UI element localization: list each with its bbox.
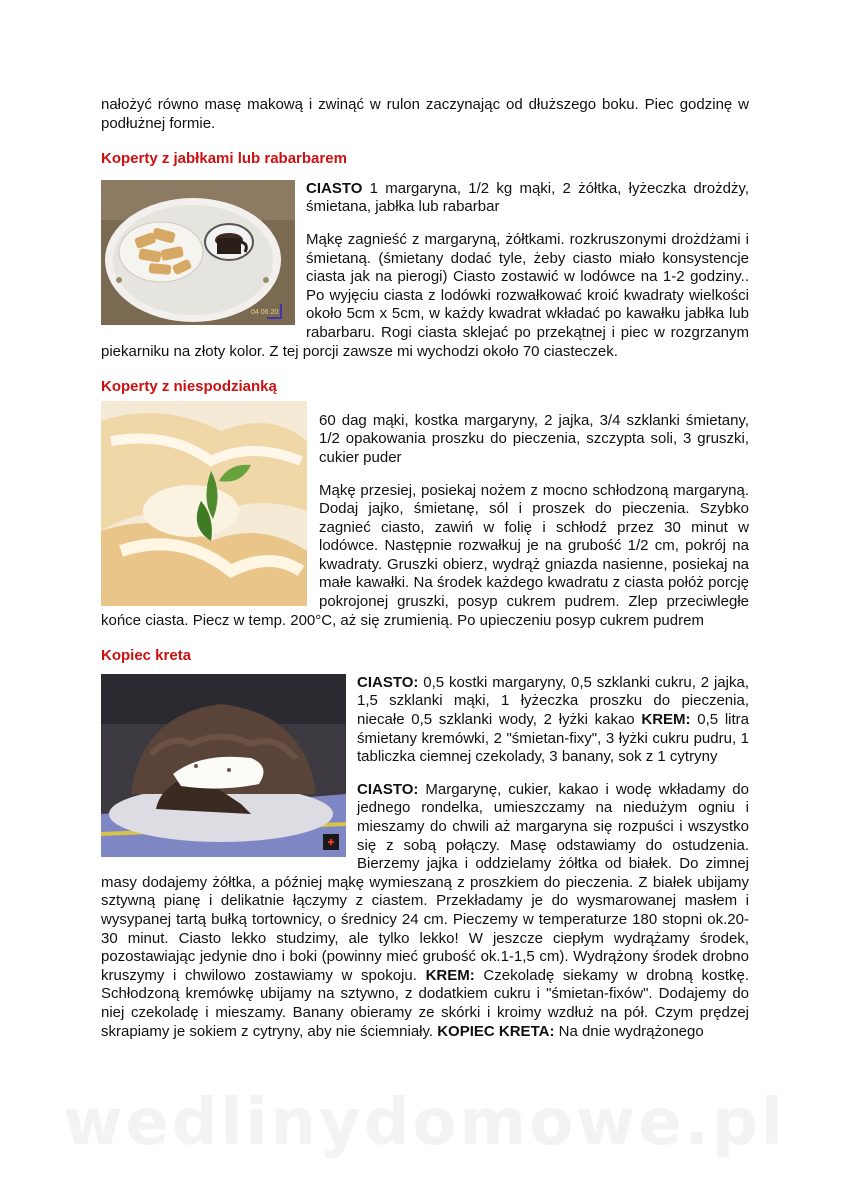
recipe3-method-label-krem: KREM:: [425, 966, 475, 984]
recipe3-method-label-kopiec: KOPIEC KRETA:: [437, 1022, 555, 1040]
photo-date-stamp: 04 06 20: [251, 308, 279, 316]
recipe3-method-text-kopiec: Na dnie wydrążonego: [554, 1022, 704, 1040]
recipe3-ing-label-ciasto: CIASTO:: [357, 673, 419, 691]
recipe2-ingredients: 60 dag mąki, kostka margaryny, 2 jajka, 3/4 szklanki śmietany, 1/2 opakowania proszku do pieczenia, szczypta soli, 3 gruszki, cukier puder: [319, 411, 749, 466]
intro-paragraph: nałożyć równo masę makową i zwinąć w rulon zaczynając od dłuższego boku. Piec godzinę w podłużnej formie.: [101, 96, 749, 132]
recipe1-ingredients-label: CIASTO: [306, 179, 363, 197]
recipe-title-kopiec-kreta: Kopiec kreta: [101, 647, 192, 665]
photo-mole-hill-cake: [101, 674, 346, 857]
document-page: [101, 96, 749, 1041]
recipe3-ing-text-ciasto: 0,5 kostki margaryny, 0,5 szklanki cukru, 2 jajka, 1,5 szklanki mąki, 1 łyżeczka proszku do pieczenia, niecałe 0,5 szklanki wody, 2 łyżki kakao: [357, 673, 749, 729]
recipe3-ing-label-krem: KREM:: [641, 711, 691, 729]
recipe-title-koperty-jablka: Koperty z jabłkami lub rabarbarem: [101, 150, 347, 168]
recipe2-method: Mąkę przesiej, posiekaj nożem z mocno schłodzoną margaryną. Dodaj jajko, śmietanę, sól i proszek do pieczenia. Szybko zagnieć ciasto, zawiń w folię i schłodź przez 30 minut w lodówce. Następnie rozwałkuj je na grubość 1/2 cm, pokrój na kwadraty. Gruszki obierz, wydrąż gniazda nasienne, posiekaj na małe kawałki. Na środek każdego kwadratu z ciasta połóż porcję pokrojonej gruszki, posyp cukrem pudrem. Zlep przeciwległe końce ciasta. Piecz w temp. 200°C, aż się zrumienią. Po upieczeniu posyp cukrem pudrem: [101, 481, 749, 629]
recipe-title-koperty-niespodzianka: Koperty z niespodzianką: [101, 378, 277, 396]
photo-pastry-envelopes: [101, 401, 307, 606]
watermark: wedlinydomowe.pl: [63, 1086, 786, 1160]
recipe1-ingredients-text: 1 margaryna, 1/2 kg mąki, 2 żółtka, łyżeczka drożdży, śmietana, jabłka lub rabarbar: [306, 179, 749, 216]
photo-cookies-coffee: [101, 180, 295, 325]
recipe3-method-text-krem: Czekoladę siekamy w drobną kostkę. Schłodzoną kremówkę ubijamy na sztywno, z dodatkiem cukru i "śmietan-fixów". Dodajemy do niej czekoladę i mieszamy. Banany obieramy ze skórki i kroimy wzdłuż na pół. Czym prędzej skrapiamy je sokiem z cytryny, aby nie ściemniały.: [101, 966, 749, 1040]
recipe1-method: Mąkę zagnieść z margaryną, żółtkami. rozkruszonymi drożdżami i śmietaną. (śmietany dodać tyle, żeby ciasto miało konsystencje ciasta jak na pierogi) Ciasto zostawić w lodówce na 1-2 godziny.. Po wyjęciu ciasta z lodówki rozwałkować kroić kwadraty wielkości około 5cm x 5cm, w każdy kwadrat wkładać po kawałku jabłka lub rabarbaru. Rogi ciasta sklejać po przekątnej i piec w rozgrzanym piekarniku na złoty kolor. Z tej porcji zawsze mi wychodzi około 70 ciasteczek.: [101, 230, 749, 360]
recipe3-ing-text-krem: 0,5 litra śmietany kremówki, 2 "śmietan-fixy", 3 łyżki cukru pudru, 1 tabliczka ciemnej czekolady, 3 banany, sok z 1 cytryny: [357, 711, 750, 766]
recipe3-method-text-ciasto: Margarynę, cukier, kakao i wodę wkładamy do jednego rondelka, umieszczamy na niedużym ogniu i mieszamy do chwili aż margaryna się rozpuści i wszystko się z sobą połączy. Masę odstawiamy do ostudzenia. Bierzemy jajka i oddzielamy żółtka od białek. Do zimnej masy dodajemy żółtka, a później mąkę wymieszaną z proszkiem do pieczenia. Z białek ubijamy sztywną pianę i delikatnie łączymy z ciastem. Przekładamy je do wysmarowanej masłem i wysypanej tartą bułką tortownicy, o średnicy 24 cm. Pieczemy w temperaturze 180 stopni ok.20-30 minut. Ciasto lekko studzimy, ale tylko lekko! W jeszcze ciepłym wydrążamy środek, pozostawiając jedynie dno i boki (powinny mieć grubość ok.1-1,5 cm). Wydrążony środek drobno kruszymy i chwilowo zostawiamy w spokoju.: [101, 780, 749, 984]
recipe3-method-label-ciasto: CIASTO:: [357, 780, 419, 798]
